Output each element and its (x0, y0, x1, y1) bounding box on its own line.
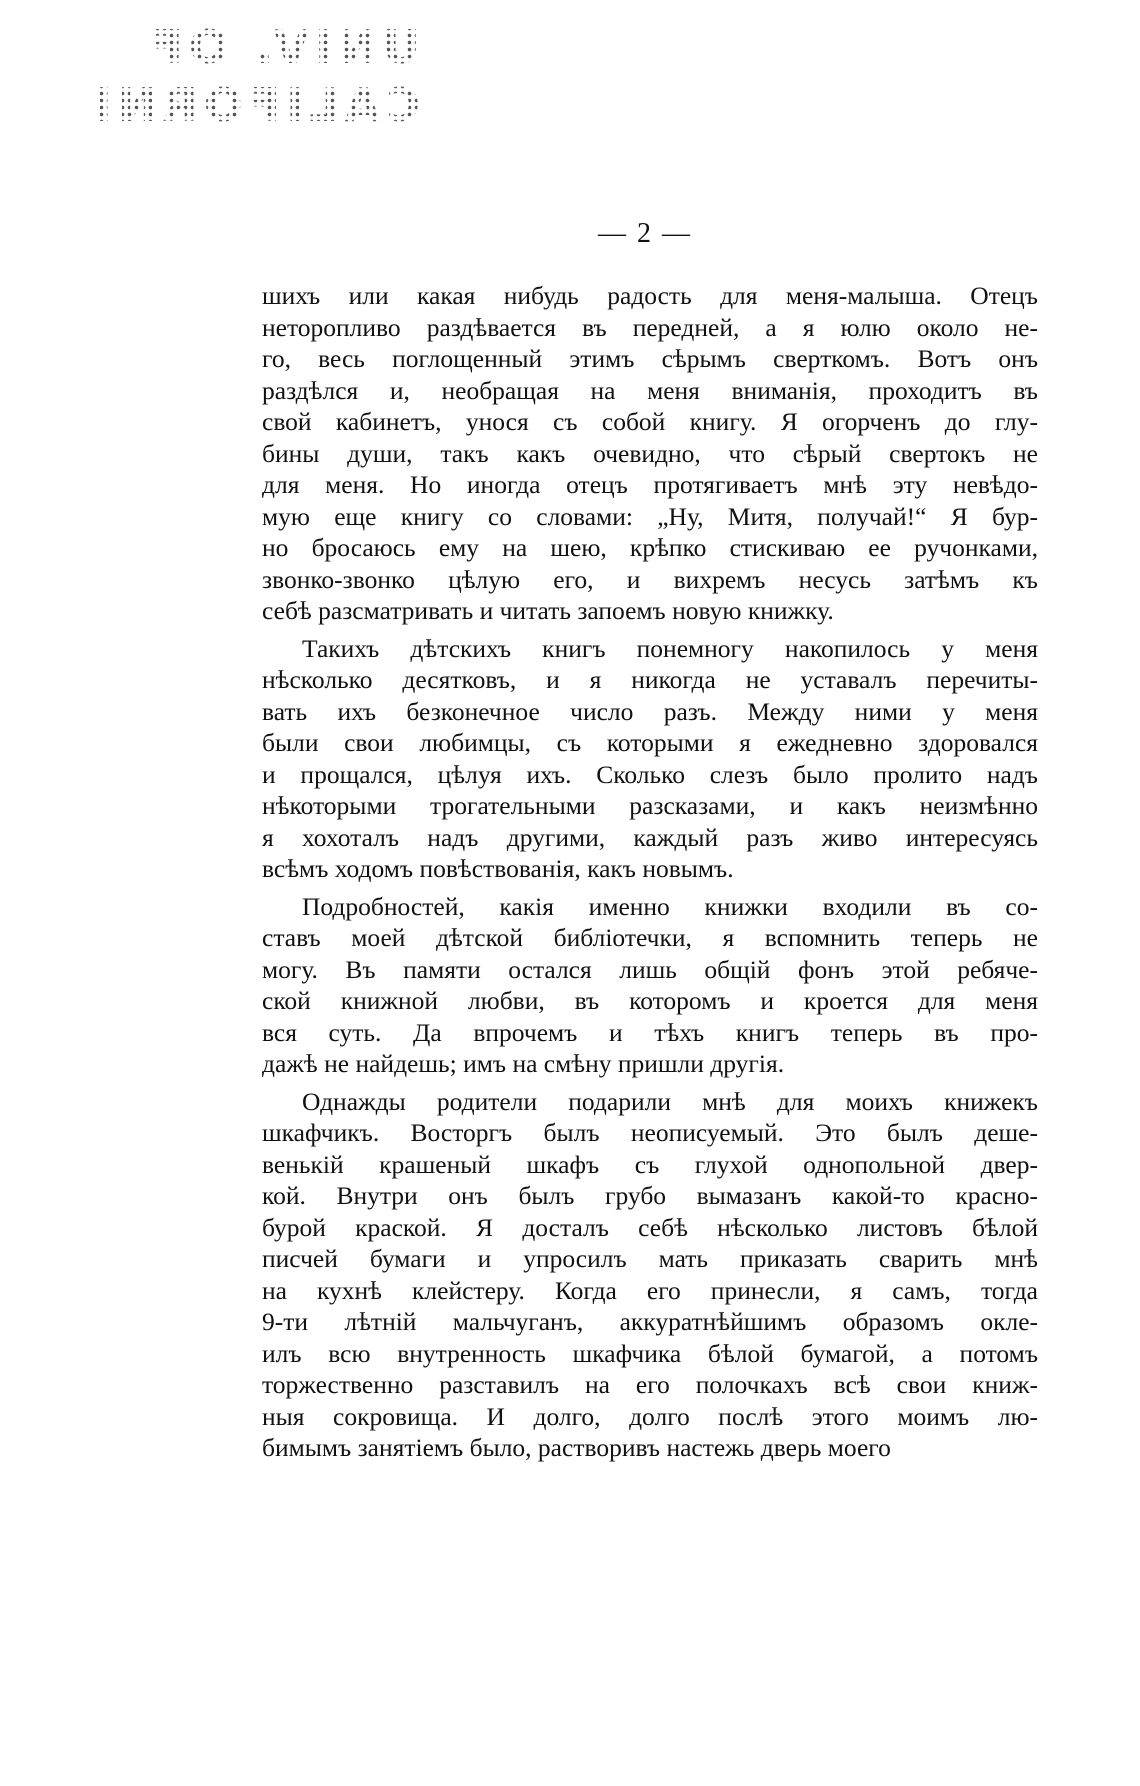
text-line: ской книжной любви, въ которомъ и кроется для меня (262, 986, 1038, 1015)
text-line: бимымъ занятіемъ было, растворивъ настежь дверь моего (262, 1433, 891, 1462)
stamp-line: CALIFORNIA (47, 78, 420, 132)
text-line: всѣмъ ходомъ повѣствованія, какъ новымъ. (262, 854, 734, 883)
text-line: бурой краской. Я досталъ себѣ нѣсколько листовъ бѣлой (262, 1212, 1038, 1242)
text-line: и прощался, цѣлуя ихъ. Сколько слезъ было пролито надъ (262, 759, 1038, 789)
stamp-line: UNIV. OF (100, 18, 420, 76)
text-line: шихъ или какая нибудь радость для меня-малыша. Отецъ (262, 281, 1038, 310)
paragraph (262, 1086, 1038, 1464)
page-number: — 2 — (598, 218, 692, 249)
text-line: торжественно разставилъ на его полочкахъ всѣ свои книж- (262, 1370, 1038, 1399)
text-line: Однажды родители подарили мнѣ для моихъ книжекъ (302, 1086, 1038, 1116)
text-line: нѣкоторыми трогательными разсказами, и какъ неизмѣнно (262, 791, 1038, 820)
text-line: свой кабинетъ, унося съ собой книгу. Я огорченъ до глу- (262, 407, 1038, 436)
text-line: ставъ моей дѣтской библіотечки, я вспомнить теперь не (262, 923, 1038, 952)
text-line: венькій крашеный шкафъ съ глухой однопольной двер- (262, 1149, 1038, 1179)
text-line: мую еще книгу со словами: „Ну, Митя, получай!“ Я бур- (262, 501, 1038, 531)
text-line: бины души, такъ какъ очевидно, что сѣрый свертокъ не (262, 438, 1038, 468)
body-text (262, 280, 1038, 1470)
text-line: но бросаюсь ему на шею, крѣпко стискиваю ее ручонками, (262, 533, 1038, 562)
text-line: могу. Въ памяти остался лишь общій фонъ этой ребяче- (262, 954, 1038, 984)
text-line: Подробностей, какія именно книжки входили въ со- (302, 891, 1038, 921)
text-line: были свои любимцы, съ которыми я ежедневно здоровался (262, 728, 1038, 757)
text-line: вся суть. Да впрочемъ и тѣхъ книгъ теперь въ про- (262, 1017, 1038, 1047)
text-line: себѣ разсматривать и читать запоемъ новую книжку. (262, 596, 834, 625)
text-line: кой. Внутри онъ былъ грубо вымазанъ какой-то красно- (262, 1181, 1038, 1210)
text-line: вать ихъ безконечное число разъ. Между ними у меня (262, 696, 1038, 726)
text-line: илъ всю внутренность шкафчика бѣлой бумагой, а потомъ (262, 1338, 1038, 1368)
text-line: неторопливо раздѣвается въ передней, а я юлю около не- (262, 312, 1038, 342)
text-line: нѣсколько десятковъ, и я никогда не уставалъ перечиты- (262, 665, 1038, 694)
text-line: для меня. Но иногда отецъ протягиваетъ мнѣ эту невѣдо- (262, 470, 1038, 499)
library-stamp (47, 18, 420, 138)
paragraph (262, 280, 1038, 627)
text-line: Такихъ дѣтскихъ книгъ понемногу накопилось у меня (302, 633, 1038, 663)
paragraph (262, 891, 1038, 1080)
text-line: го, весь поглощенный этимъ сѣрымъ сверткомъ. Вотъ онъ (262, 344, 1038, 373)
text-line: писчей бумаги и упросилъ мать приказать сварить мнѣ (262, 1244, 1038, 1273)
text-line: раздѣлся и, необращая на меня вниманія, проходитъ въ (262, 375, 1038, 405)
text-line: звонко-звонко цѣлую его, и вихремъ несусь затѣмъ къ (262, 564, 1038, 594)
text-line: шкафчикъ. Восторгъ былъ неописуемый. Это былъ деше- (262, 1118, 1038, 1147)
text-line: дажѣ не найдешь; имъ на смѣну пришли другія. (262, 1049, 785, 1078)
text-line: 9-ти лѣтній мальчуганъ, аккуратнѣйшимъ образомъ окле- (262, 1307, 1038, 1336)
text-line: на кухнѣ клейстеру. Когда его принесли, я самъ, тогда (262, 1275, 1038, 1305)
paragraph (262, 633, 1038, 885)
text-line: я хохоталъ надъ другими, каждый разъ живо интересуясь (262, 822, 1038, 852)
text-line: ныя сокровища. И долго, долго послѣ этого моимъ лю- (262, 1401, 1038, 1431)
